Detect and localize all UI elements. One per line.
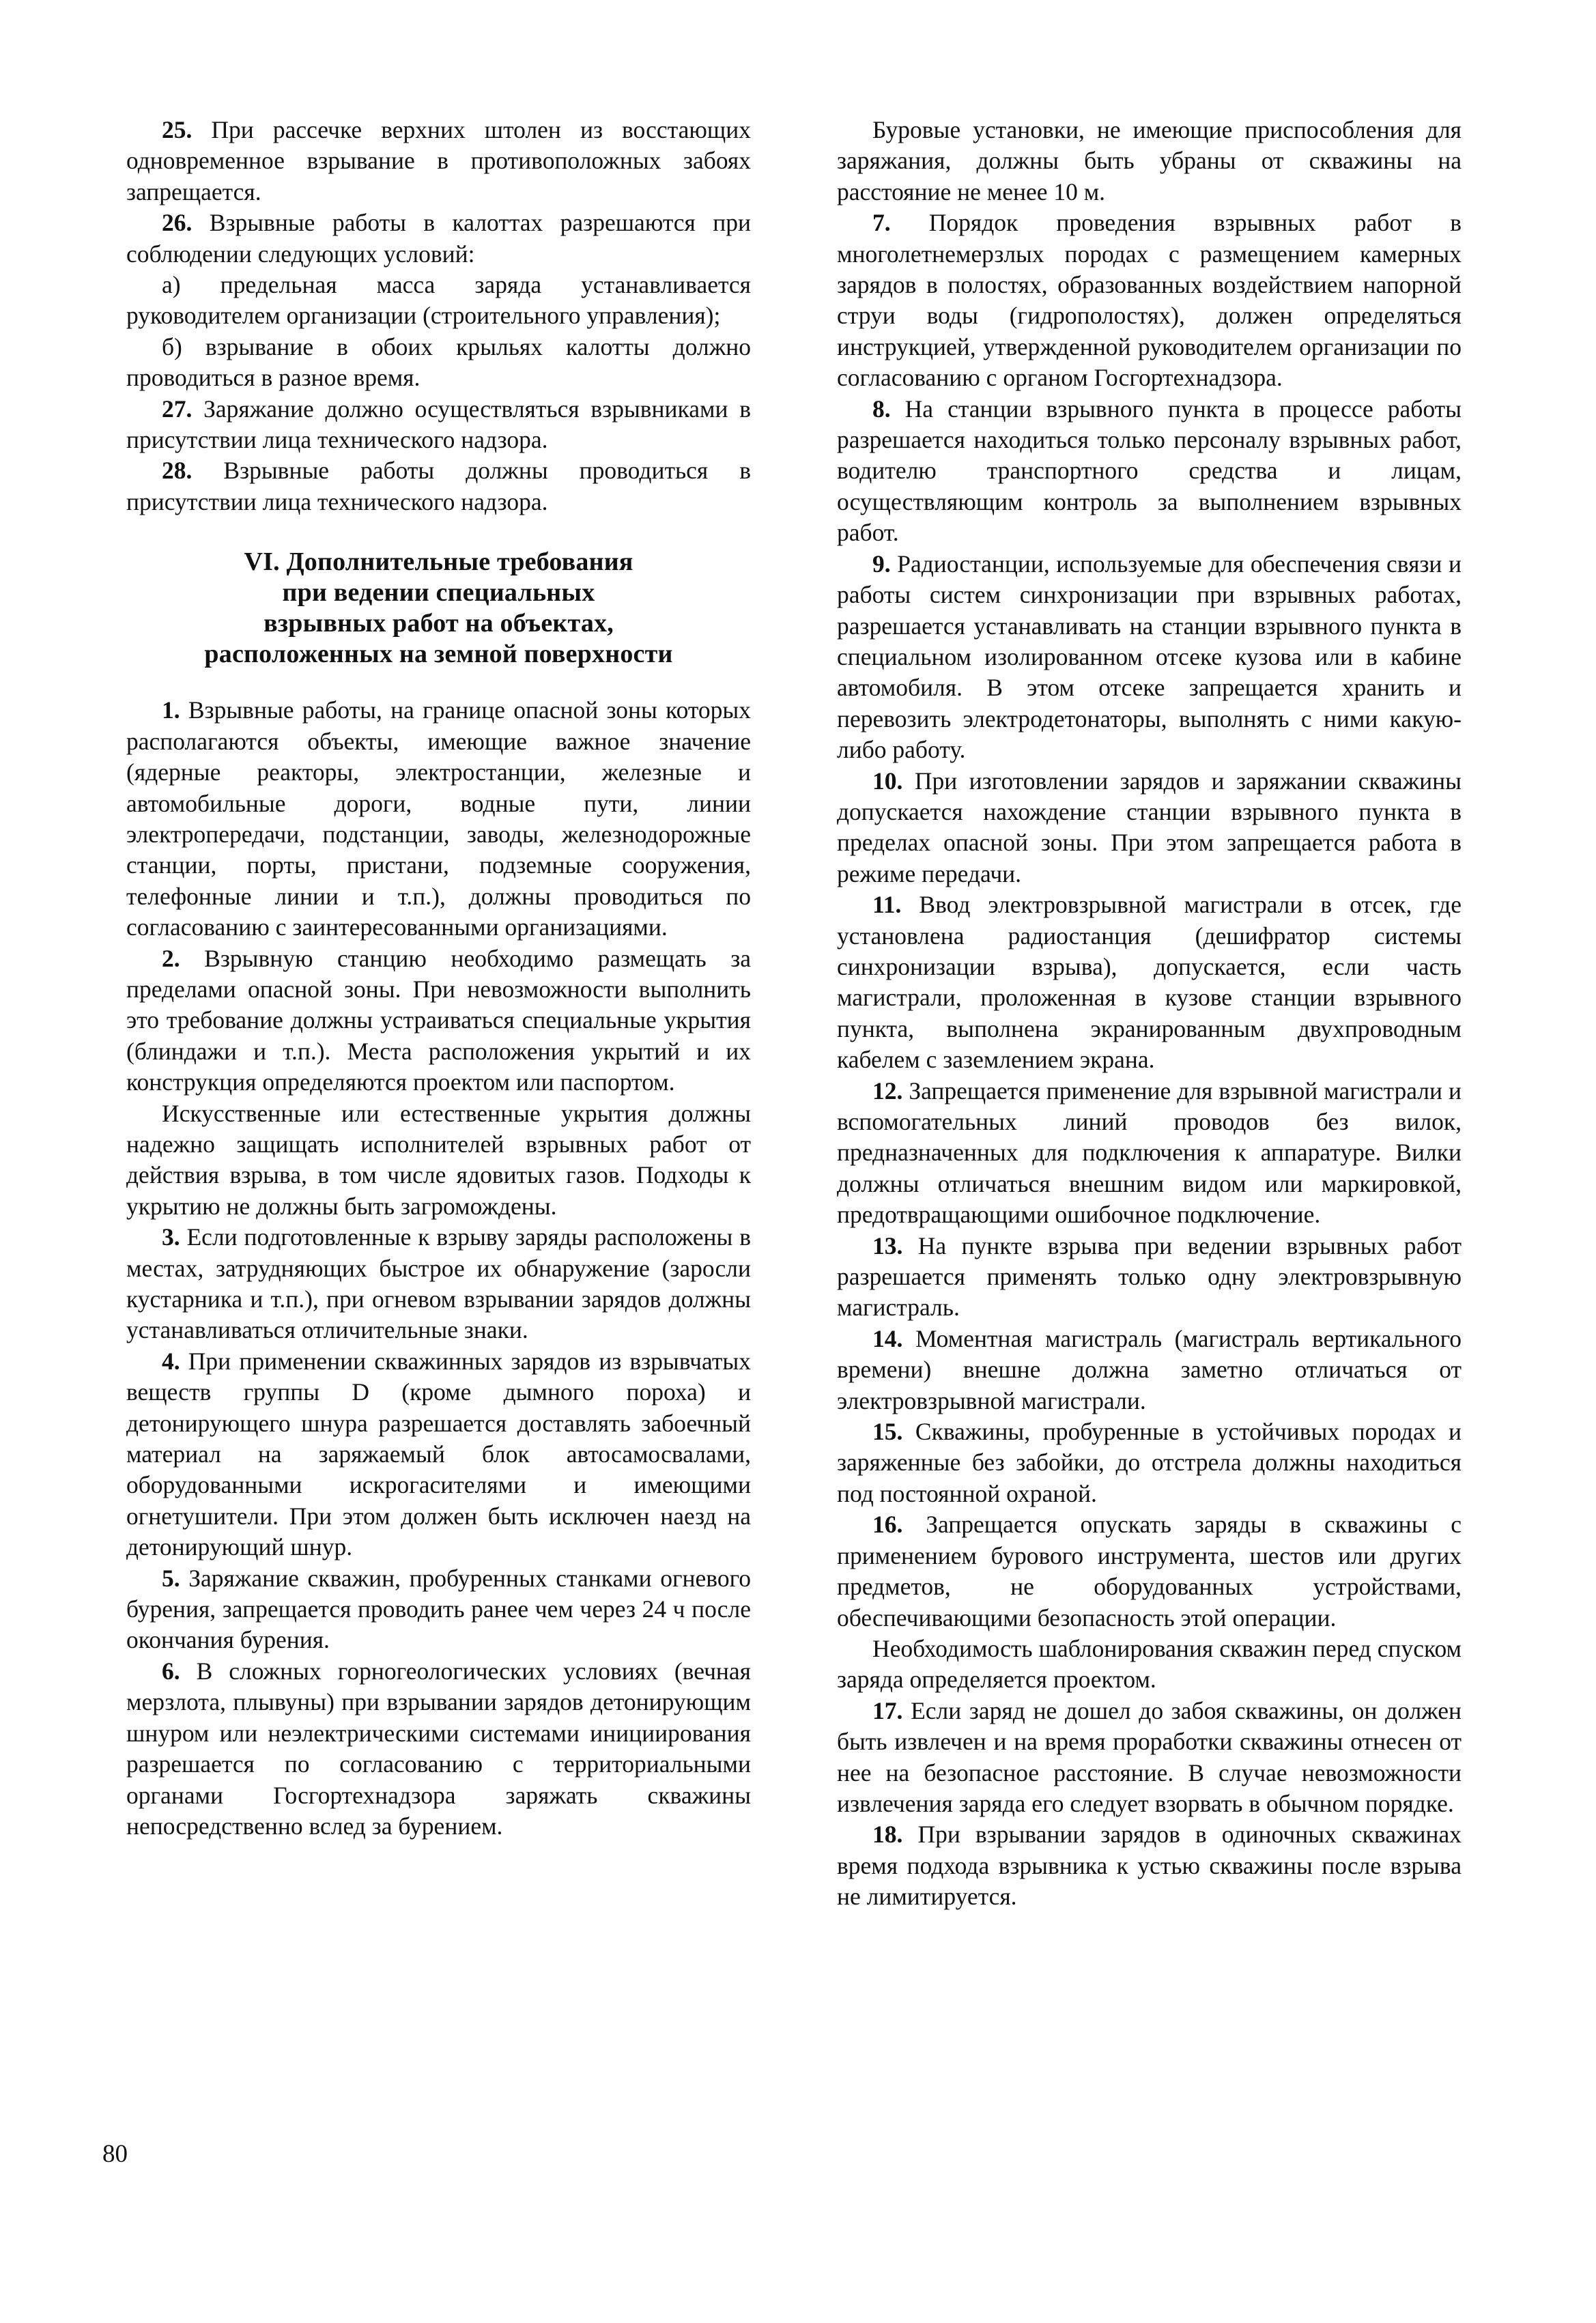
paragraph — [126, 695, 751, 943]
section-heading-line: взрывных работ на объектах, — [263, 609, 614, 638]
clause-number: 11. — [872, 891, 902, 919]
paragraph-text: На пункте взрыва при ведении взрывных работ разрешается применять только одну электровзрывную магистраль. — [837, 1231, 1462, 1322]
paragraph-text: Буровые установки, не имеющие приспособления для заряжания, должны быть убраны от скважины на расстояние не менее 10 м. — [837, 116, 1462, 205]
paragraph-text: Необходимость шаблонирования скважин перед спуском заряда определяется проектом. — [837, 1634, 1462, 1694]
paragraph — [837, 1231, 1462, 1324]
paragraph — [837, 115, 1462, 208]
left-column-rules-25-28 — [126, 115, 751, 517]
paragraph-text: Заряжание должно осуществляться взрывниками в присутствии лица технического надзора. — [126, 395, 751, 454]
paragraph — [837, 1416, 1462, 1509]
paragraph-text: Порядок проведения взрывных работ в многолетнемерзлых породах с размещением камерных зарядов в полостях, образованных воздействием напорной струи воды (гидрополостях), должен определяться инструкцией, утвержденной руководителем организации по согласованию с органом Госгортехнадзора. — [837, 209, 1462, 392]
paragraph-text: Запрещается применение для взрывной магистрали и вспомогательных линий проводов без вилок, предназначенных для подключения к аппаратуре. Вилки должны отличаться внешним видом или маркировкой, предотвращающими ошибочное подключение. — [837, 1077, 1462, 1229]
clause-number: 6. — [162, 1657, 180, 1685]
clause-number: 4. — [162, 1347, 180, 1375]
paragraph — [126, 1222, 751, 1346]
paragraph-text: При взрывании зарядов в одиночных скважинах время подхода взрывника к устью скважины после взрыва не лимитируется. — [837, 1821, 1462, 1911]
paragraph — [837, 766, 1462, 890]
clause-number: 25. — [162, 116, 193, 143]
section-heading-line: VI. Дополнительные требования — [244, 547, 633, 577]
paragraph-text: Скважины, пробуренные в устойчивых породах и заряженные без забойки, до отстрела должны находиться под постоянной охраной. — [837, 1418, 1462, 1507]
paragraph — [837, 549, 1462, 766]
paragraph — [126, 1656, 751, 1842]
paragraph-text: Если подготовленные к взрыву заряды расположены в местах, затрудняющих быстрое их обнаружение (заросли кустарника и т.п.), при огневом взрывании зарядов должны устанавливаться отличительные знаки. — [126, 1223, 752, 1344]
clause-number: 1. — [162, 696, 180, 724]
paragraph-text: При изготовлении зарядов и заряжании скважины допускается нахождение станции взрывного пункта в пределах опасной зоны. При этом запрещается работа в режиме передачи. — [837, 767, 1462, 887]
paragraph-text: Взрывные работы должны проводиться в присутствии лица технического надзора. — [126, 457, 752, 515]
right-column — [837, 115, 1462, 1913]
clause-number: 28. — [162, 457, 193, 485]
paragraph — [837, 208, 1462, 393]
clause-number: 3. — [162, 1223, 180, 1251]
clause-number: 10. — [872, 767, 903, 795]
paragraph-text: В сложных горногеологических условиях (вечная мерзлота, плывуны) при взрывании зарядов детонирующим шнуром или неэлектрическими системами инициирования разрешается по согласованию с территориальными органами Госгортехнадзора заряжать скважины непосредственно вслед за бурением. — [126, 1657, 751, 1840]
paragraph-text: Ввод электровзрывной магистрали в отсек, где установлена радиостанция (дешифратор системы синхронизации взрыва), допускается, если часть магистрали, проложенная в кузове станции взрывного пункта, выполнена экранированным двухпроводным кабелем с заземлением экрана. — [837, 891, 1462, 1074]
page-number: 80 — [102, 2140, 128, 2168]
clause-number: 18. — [872, 1821, 903, 1849]
clause-number: 17. — [872, 1696, 903, 1724]
paragraph-text: Взрывные работы в калоттах разрешаются при соблюдении следующих условий: — [126, 209, 752, 268]
paragraph — [837, 394, 1462, 549]
paragraph — [837, 1324, 1462, 1416]
right-column-rules-7-18 — [837, 115, 1462, 1913]
paragraph — [126, 115, 751, 208]
clause-number: 7. — [872, 209, 891, 237]
paragraph — [837, 889, 1462, 1075]
paragraph — [837, 1696, 1462, 1820]
paragraph-text: а) предельная масса заряда устанавливается руководителем организации (строительного управления); — [126, 271, 751, 330]
clause-number: 5. — [162, 1564, 180, 1592]
section-heading-line: расположенных на земной поверхности — [204, 640, 673, 669]
paragraph-text: Взрывную станцию необходимо размещать за пределами опасной зоны. При невозможности выполнить это требование должны устраиваться специальные укрытия (блиндажи и т.п.). Места расположения укрытий и их конструкция определяются проектом или паспортом. — [126, 944, 751, 1096]
paragraph — [126, 1346, 751, 1563]
clause-number: 13. — [872, 1231, 903, 1259]
paragraph-text: Искусственные или естественные укрытия должны надежно защищать исполнителей взрывных работ от действия взрыва, в том числе ядовитых газов. Подходы к укрытию не должны быть загромождены. — [126, 1099, 751, 1220]
paragraph — [126, 1098, 751, 1223]
clause-number: 14. — [872, 1324, 903, 1352]
paragraph — [837, 1076, 1462, 1231]
paragraph-text: При применении скважинных зарядов из взрывчатых веществ группы D (кроме дымного пороха) и детонирующего шнура разрешается доставлять забоечный материал на заряжаемый блок автосамосвалами, оборудованными искрогасителями и имеющими огнетушители. При этом должен быть исключен наезд на детонирующий шнур. — [126, 1347, 751, 1561]
clause-number: 15. — [872, 1418, 903, 1446]
paragraph — [837, 1819, 1462, 1912]
clause-number: 8. — [872, 395, 891, 423]
paragraph-text: Заряжание скважин, пробуренных станками огневого бурения, запрещается проводить ранее чем через 24 ч после окончания бурения. — [126, 1564, 751, 1654]
paragraph-text: Если заряд не дошел до забоя скважины, он должен быть извлечен и на время проработки скважины отнесен от нее на безопасное расстояние. В случае невозможности извлечения заряда его следует взорвать в обычном порядке. — [837, 1696, 1462, 1817]
paragraph — [126, 455, 751, 517]
section-heading-line: при ведении специальных — [282, 578, 595, 608]
paragraph-text: Взрывные работы, на границе опасной зоны которых располагаются объекты, имеющие важное значение (ядерные реакторы, электростанции, железные и автомобильные дороги, водные пути, линии электропередачи, подстанции, заводы, железнодорожные станции, порты, пристани, подземные сооружения, телефонные линии и т.п.), должны проводиться по согласованию с заинтересованными организациями. — [126, 696, 751, 941]
clause-number: 2. — [162, 944, 180, 972]
paragraph-text: На станции взрывного пункта в процессе работы разрешается находиться только персоналу взрывных работ, водителю транспортного средства и лицам, осуществляющим контроль за выполнением взрывных работ. — [837, 395, 1462, 547]
clause-number: 16. — [872, 1511, 903, 1539]
clause-number: 9. — [872, 550, 891, 578]
left-column — [126, 115, 751, 1842]
paragraph — [126, 270, 751, 332]
paragraph — [837, 1634, 1462, 1696]
paragraph-text: б) взрывание в обоих крыльях калотты должно проводиться в разное время. — [126, 332, 751, 392]
paragraph — [837, 1509, 1462, 1634]
paragraph-text: Радиостанции, используемые для обеспечения связи и работы систем синхронизации при взрывных работах, разрешается устанавливать на станции взрывного пункта в специальном изолированном отсеке кузова или в кабине автомобиля. В этом отсеке запрещается хранить и перевозить электродетонаторы, выполнять с ними какую-либо работу. — [837, 550, 1462, 764]
paragraph — [126, 332, 751, 394]
left-column-rules-1-6 — [126, 695, 751, 1842]
section-heading-vi — [126, 547, 751, 670]
paragraph — [126, 394, 751, 456]
paragraph — [126, 208, 751, 270]
clause-number: 27. — [162, 395, 193, 423]
paragraph-text: Моментная магистраль (магистраль вертикального времени) внешне должна заметно отличаться от электровзрывной магистрали. — [837, 1324, 1462, 1414]
paragraph-text: Запрещается опускать заряды в скважины с применением бурового инструмента, шестов или других предметов, не оборудованных устройствами, обеспечивающими безопасность этой операции. — [837, 1511, 1462, 1631]
paragraph — [126, 1563, 751, 1656]
clause-number: 12. — [872, 1077, 903, 1105]
paragraph — [126, 943, 751, 1098]
paragraph-text: При рассечке верхних штолен из восстающих одновременное взрывание в противоположных забоях запрещается. — [126, 116, 752, 205]
clause-number: 26. — [162, 209, 193, 237]
